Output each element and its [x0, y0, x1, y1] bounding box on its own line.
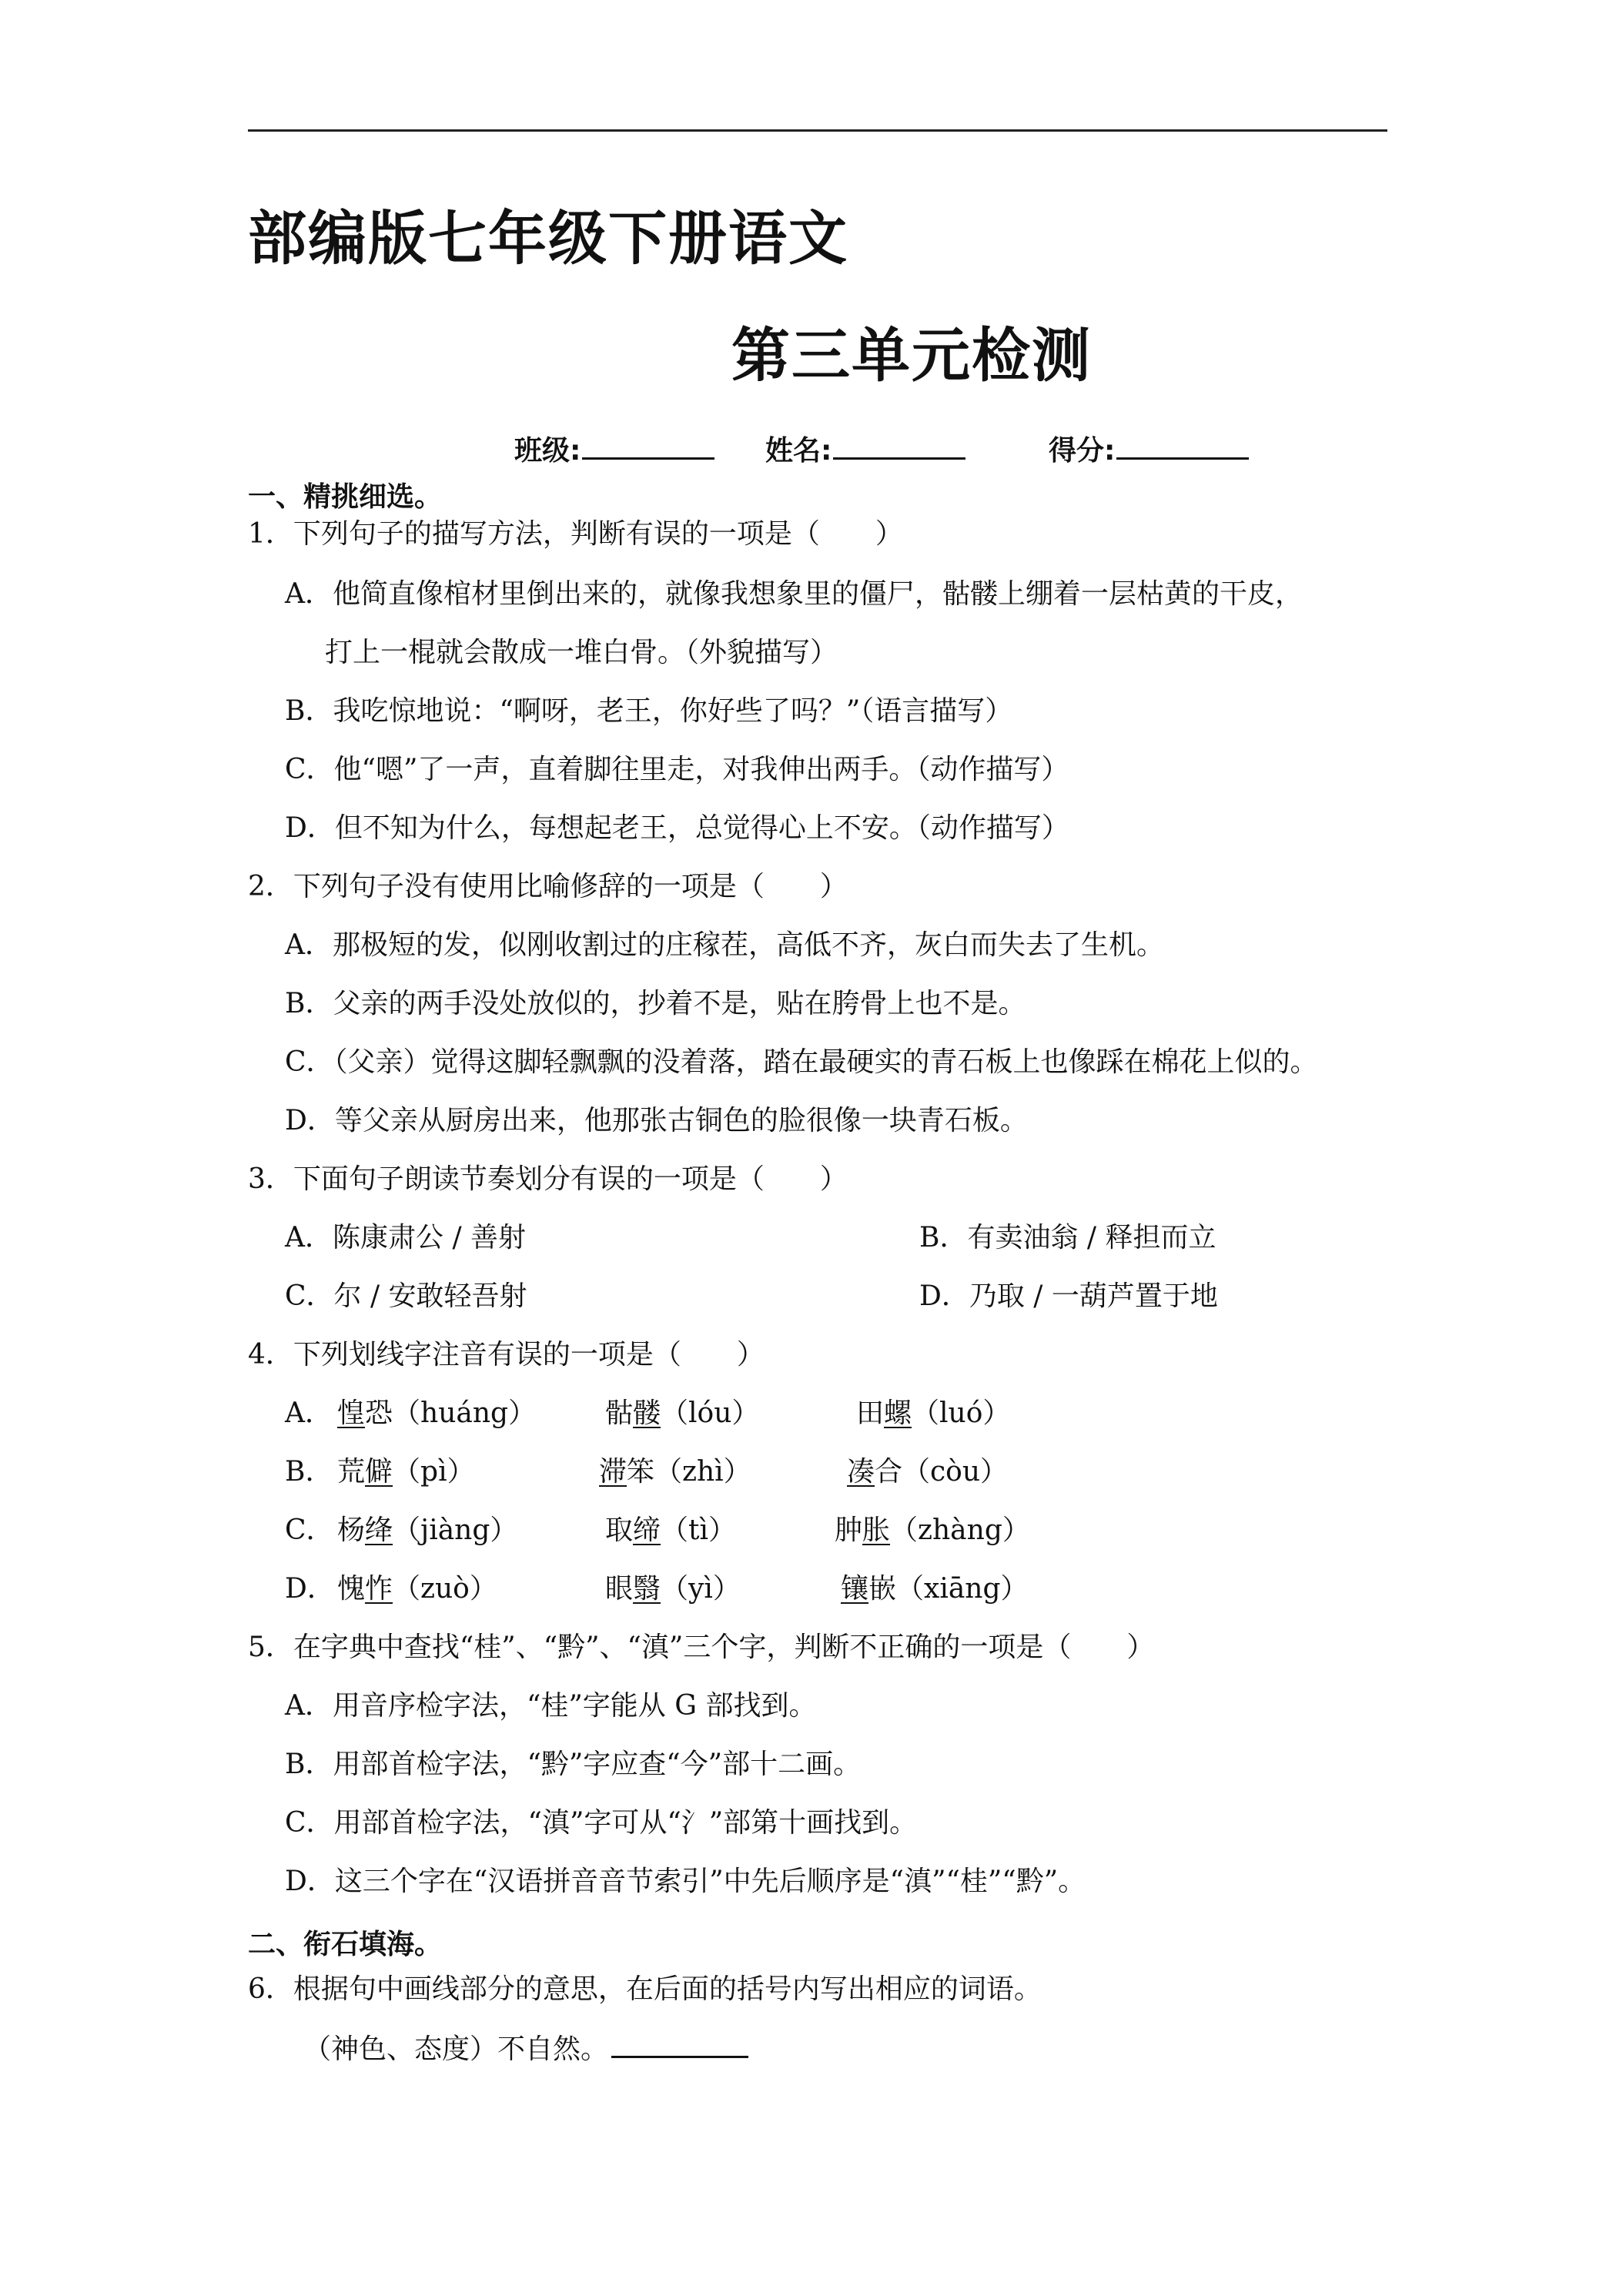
q5-option-d: D．这三个字在“汉语拼音音节索引”中先后顺序是“滇”“桂”“黔”。 — [285, 1866, 1086, 1897]
section-two-heading: 二、衔石填海。 — [248, 1929, 443, 1960]
q4-c-letter: C． — [285, 1514, 334, 1546]
q2-option-a: A．那极短的发，似刚收割过的庄稼茬，高低不齐，灰白而失去了生机。 — [285, 929, 1164, 961]
q4-b-word-1: 荒僻（pì） — [337, 1456, 475, 1488]
q3-option-d: D．乃取 / 一葫芦置于地 — [919, 1280, 1218, 1312]
q3-option-a: A．陈康肃公 / 善射 — [285, 1222, 527, 1253]
q4-stem: 4．下列划线字注音有误的一项是（ ） — [248, 1339, 765, 1371]
class-label: 班级: — [514, 435, 581, 467]
q1-option-d: D．但不知为什么，每想起老王，总觉得心上不安。（动作描写） — [285, 812, 1069, 844]
name-label: 姓名: — [765, 435, 832, 467]
q4-c-word-2: 取缔（tì） — [605, 1514, 737, 1546]
q2-option-b: B．父亲的两手没处放似的，抄着不是，贴在胯骨上也不是。 — [285, 988, 1026, 1019]
q3-option-c: C．尔 / 安敢轻吾射 — [285, 1280, 527, 1312]
q4-d-word-3: 镶嵌（xiāng） — [841, 1573, 1029, 1605]
q5-option-c: C．用部首检字法，“滇”字可从“氵”部第十画找到。 — [285, 1807, 918, 1839]
score-blank[interactable] — [1116, 431, 1249, 460]
q4-d-word-2: 眼翳（yì） — [605, 1573, 741, 1605]
section-one-heading: 一、精挑细选。 — [248, 481, 443, 513]
q2-option-c: C．（父亲）觉得这脚轻飘飘的没着落，踏在最硬实的青石板上也像踩在棉花上似的。 — [285, 1046, 1318, 1078]
q4-a-word-2: 骷髅（lóu） — [605, 1397, 760, 1429]
q6-subitem-1-text: （神色、态度）不自然。 — [303, 2033, 609, 2065]
q4-c-word-3: 肿胀（zhàng） — [835, 1514, 1030, 1546]
q4-a-word-3: 田螺（luó） — [856, 1397, 1011, 1429]
name-blank[interactable] — [833, 431, 965, 460]
q4-d-letter: D． — [285, 1573, 335, 1605]
class-blank[interactable] — [582, 431, 714, 460]
q4-d-word-1: 愧怍（zuò） — [337, 1573, 497, 1605]
q6-stem: 6．根据句中画线部分的意思，在后面的括号内写出相应的词语。 — [248, 1973, 1042, 2005]
name-field — [765, 431, 965, 471]
q4-b-word-2: 滞笨（zhì） — [599, 1456, 751, 1488]
q5-option-b: B．用部首检字法，“黔”字应查“今”部十二画。 — [285, 1749, 862, 1780]
q4-a-letter: A． — [285, 1397, 333, 1429]
class-field — [514, 431, 714, 471]
q3-option-b: B．有卖油翁 / 释担而立 — [919, 1222, 1216, 1253]
q1-option-c: C．他“嗯”了一声，直着脚往里走，对我伸出两手。（动作描写） — [285, 754, 1069, 785]
q2-stem: 2．下列句子没有使用比喻修辞的一项是（ ） — [248, 871, 848, 902]
q1-option-a-cont: 打上一棍就会散成一堆白骨。（外貌描写） — [325, 637, 838, 668]
q6-subitem-1 — [303, 2030, 748, 2070]
q1-option-a: A．他简直像棺材里倒出来的，就像我想象里的僵尸，骷髅上绷着一层枯黄的干皮， — [285, 578, 1303, 610]
doc-title: 部编版七年级下册语文 — [248, 204, 848, 273]
q6-answer-blank-1[interactable] — [611, 2030, 748, 2058]
q4-c-word-1: 杨绛（jiàng） — [337, 1514, 518, 1546]
header-rule — [248, 129, 1387, 132]
q4-b-word-3: 凑合（còu） — [847, 1456, 1009, 1488]
q4-b-letter: B． — [285, 1456, 333, 1488]
score-field — [1049, 431, 1249, 471]
q2-option-d: D．等父亲从厨房出来，他那张古铜色的脸很像一块青石板。 — [285, 1105, 1028, 1136]
q1-stem: 1．下列句子的描写方法，判断有误的一项是（ ） — [248, 518, 903, 550]
q3-stem: 3．下面句子朗读节奏划分有误的一项是（ ） — [248, 1163, 848, 1195]
q4-a-word-1: 惶恐（huáng） — [337, 1397, 537, 1429]
doc-subtitle: 第三单元检测 — [731, 321, 1092, 390]
q5-option-a: A．用音序检字法，“桂”字能从 G 部找到。 — [285, 1690, 817, 1722]
q1-option-b: B．我吃惊地说：“啊呀，老王，你好些了吗？”（语言描写） — [285, 695, 1013, 727]
q5-stem: 5．在字典中查找“桂”、“黔”、“滇”三个字，判断不正确的一项是（ ） — [248, 1632, 1155, 1663]
score-label: 得分: — [1049, 435, 1116, 467]
